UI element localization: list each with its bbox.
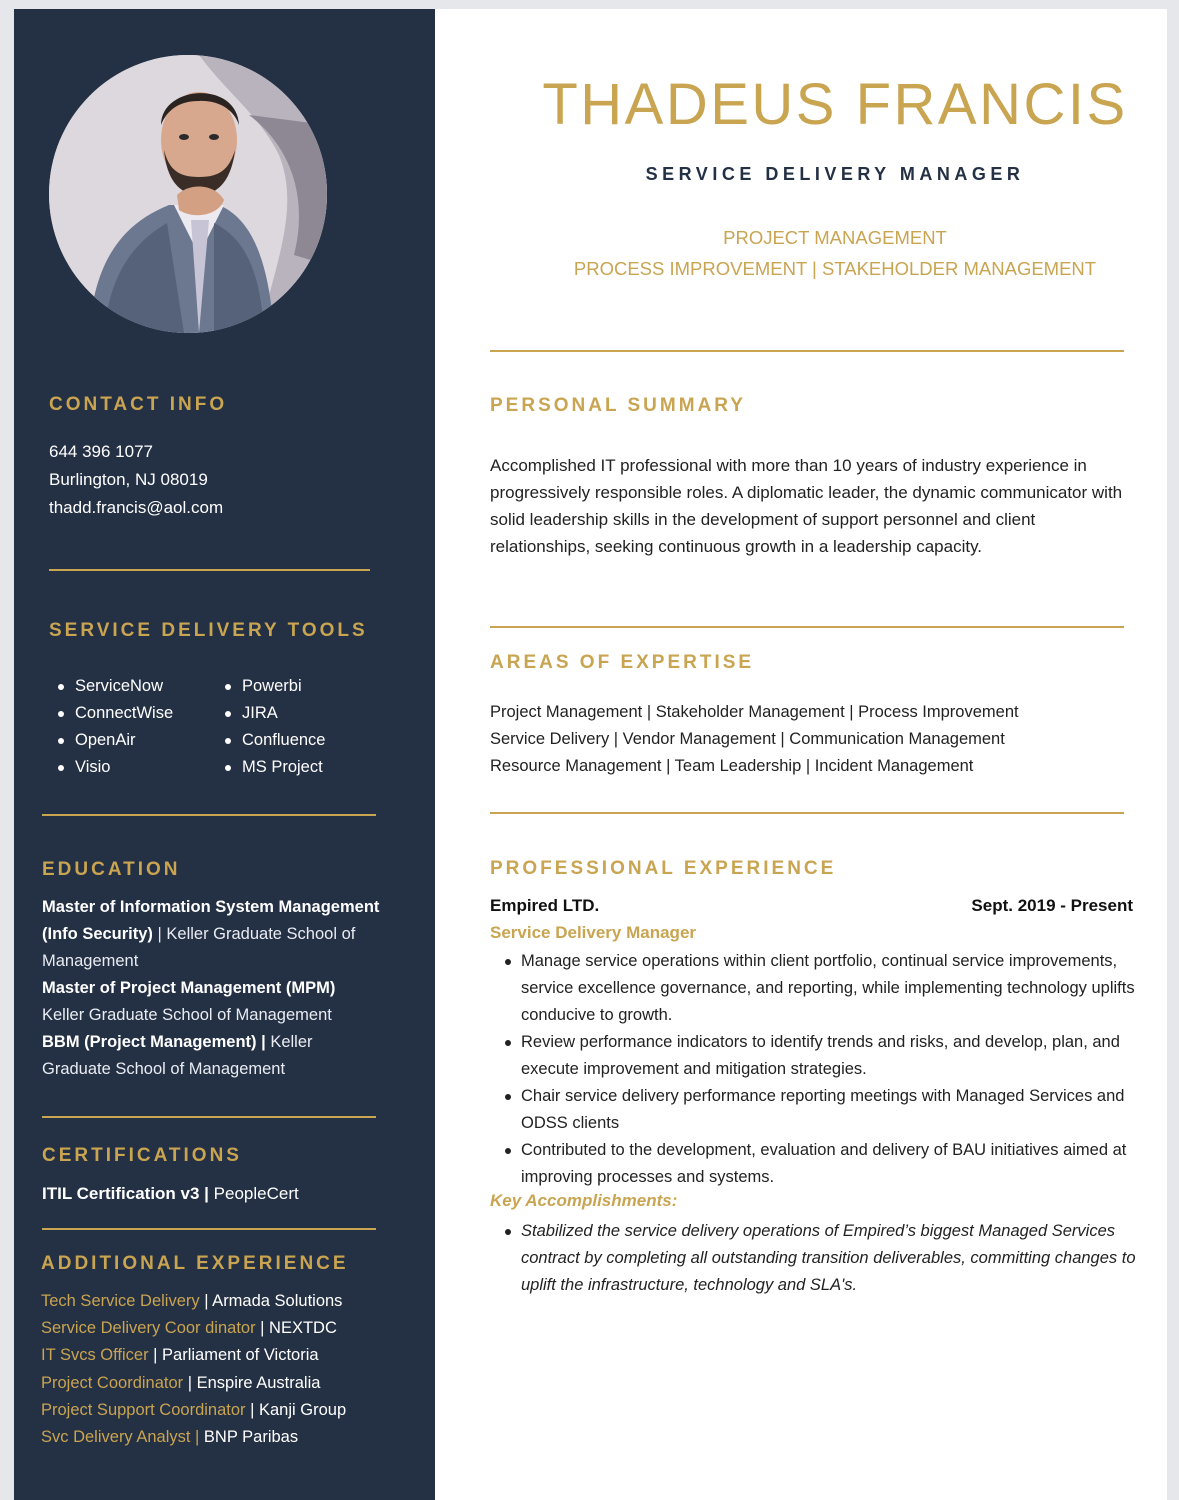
sidebar xyxy=(14,9,435,1500)
summary-divider xyxy=(490,626,1124,628)
additional-role: Project Support Coordinator xyxy=(41,1400,246,1419)
additional-item xyxy=(41,1370,346,1397)
key-accomplishments-heading: Key Accomplishments: xyxy=(490,1191,678,1210)
expertise-line: Project Management | Stakeholder Management | Process Improvement xyxy=(490,703,1019,721)
additional-list xyxy=(41,1288,346,1451)
additional-org: BNP Paribas xyxy=(199,1428,299,1447)
expertise-line: Service Delivery | Vendor Management | Communication Management xyxy=(490,730,1005,748)
job-role: Service Delivery Manager xyxy=(490,923,697,942)
accomplishment-item: Stabilized the service delivery operations of Empired’s biggest Managed Services contract by completing all outstanding transition deliverables, committing changes to uplift the infrastructure, technology and SLA's. xyxy=(505,1218,1145,1299)
additional-item xyxy=(41,1342,346,1369)
additional-org: | NEXTDC xyxy=(255,1319,337,1338)
candidate-title: SERVICE DELIVERY MANAGER xyxy=(645,164,1025,184)
tool-item: ConnectWise xyxy=(58,700,173,727)
tool-item: Confluence xyxy=(225,727,325,754)
certifications-heading: CERTIFICATIONS xyxy=(42,1145,242,1166)
certification-issuer: PeopleCert xyxy=(213,1184,299,1203)
profile-photo-illustration xyxy=(49,55,327,333)
expertise-list xyxy=(490,699,1019,780)
education-degree: Master of Information System Management (Info Security) xyxy=(42,898,380,943)
education-degree: Master of Project Management (MPM) xyxy=(42,979,336,997)
contact-email: thadd.francis@aol.com xyxy=(49,498,224,517)
tagline-line: PROJECT MANAGEMENT xyxy=(723,227,947,248)
tool-item: JIRA xyxy=(225,700,325,727)
responsibility-item: Chair service delivery performance reporting meetings with Managed Services and ODSS clients xyxy=(505,1083,1145,1137)
education-school: Keller Graduate School of Management xyxy=(42,925,356,970)
header-divider xyxy=(490,350,1124,352)
tool-item: MS Project xyxy=(225,754,325,781)
tools-heading: SERVICE DELIVERY TOOLS xyxy=(49,620,368,641)
additional-org: | Armada Solutions xyxy=(199,1292,343,1310)
experience-heading: PROFESSIONAL EXPERIENCE xyxy=(490,858,837,879)
contact-phone: 644 396 1077 xyxy=(49,442,153,461)
additional-item xyxy=(41,1288,346,1315)
resume-page xyxy=(14,9,1167,1500)
additional-role: Svc Delivery Analyst | xyxy=(41,1428,200,1447)
profile-photo xyxy=(49,55,327,333)
tool-item: Visio xyxy=(58,754,173,781)
tools-divider xyxy=(42,814,376,816)
candidate-name: THADEUS FRANCIS xyxy=(542,72,1128,137)
expertise-line: Resource Management | Team Leadership | Incident Management xyxy=(490,757,974,775)
tool-item: Powerbi xyxy=(225,673,325,700)
tool-item: ServiceNow xyxy=(58,673,173,700)
additional-role: IT Svcs Officer xyxy=(41,1346,149,1365)
additional-role: Service Delivery Coor dinator xyxy=(41,1319,256,1338)
contact-heading: CONTACT INFO xyxy=(49,394,228,415)
responsibility-item: Review performance indicators to identify trends and risks, and develop, plan, and execute improvement and mitigation strategies. xyxy=(505,1029,1145,1083)
additional-role: Project Coordinator xyxy=(41,1373,184,1392)
additional-role: Tech Service Delivery xyxy=(41,1292,200,1310)
education-school: Keller Graduate School of Management xyxy=(42,1006,332,1024)
tool-item: OpenAir xyxy=(58,727,173,754)
job-dates: Sept. 2019 - Present xyxy=(971,896,1133,915)
tagline-line: PROCESS IMPROVEMENT | STAKEHOLDER MANAGEMENT xyxy=(573,258,1097,279)
additional-item xyxy=(41,1315,346,1342)
responsibility-item: Manage service operations within client portfolio, continual service improvements, service excellence governance, and reporting, while implementing technology uplifts conducive to growth. xyxy=(505,948,1145,1029)
education-school: Keller Graduate School of Management xyxy=(42,1033,313,1078)
additional-item xyxy=(41,1424,346,1451)
education-degree: BBM (Project Management) | xyxy=(42,1033,266,1051)
summary-heading: PERSONAL SUMMARY xyxy=(490,395,746,416)
summary-text: Accomplished IT professional with more than 10 years of industry experience in progressively responsible roles. A diplomatic leader, the dynamic communicator with solid leadership skills in the development of support personnel and client relationships, seeking continuous growth in a leadership capacity. xyxy=(490,456,1123,556)
contact-location: Burlington, NJ 08019 xyxy=(49,470,208,489)
additional-item xyxy=(41,1397,346,1424)
education-divider xyxy=(42,1116,376,1118)
main-content xyxy=(435,9,1167,1500)
education-item xyxy=(42,975,382,1029)
education-list xyxy=(42,894,382,1083)
key-accomplishments-list xyxy=(505,1218,1145,1299)
expertise-heading: AREAS OF EXPERTISE xyxy=(490,652,755,673)
education-heading: EDUCATION xyxy=(42,859,181,880)
education-separator: | xyxy=(152,925,167,943)
additional-org: | Kanji Group xyxy=(245,1400,347,1419)
education-item xyxy=(42,1029,382,1083)
expertise-divider xyxy=(490,812,1124,814)
contact-divider xyxy=(49,569,370,571)
certification-name: ITIL Certification v3 xyxy=(42,1184,200,1203)
certification-separator: | xyxy=(199,1184,214,1203)
additional-org: | Parliament of Victoria xyxy=(148,1346,319,1365)
certifications-divider xyxy=(42,1228,376,1230)
additional-org: | Enspire Australia xyxy=(183,1373,321,1392)
job-responsibilities xyxy=(505,948,1145,1191)
certification-item xyxy=(42,1180,299,1208)
additional-heading: ADDITIONAL EXPERIENCE xyxy=(41,1253,349,1274)
tools-list-right xyxy=(225,673,325,781)
tools-list-left xyxy=(58,673,173,781)
job-company: Empired LTD. xyxy=(490,896,600,915)
responsibility-item: Contributed to the development, evaluation and delivery of BAU initiatives aimed at improving processes and systems. xyxy=(505,1137,1145,1191)
education-item xyxy=(42,894,382,975)
